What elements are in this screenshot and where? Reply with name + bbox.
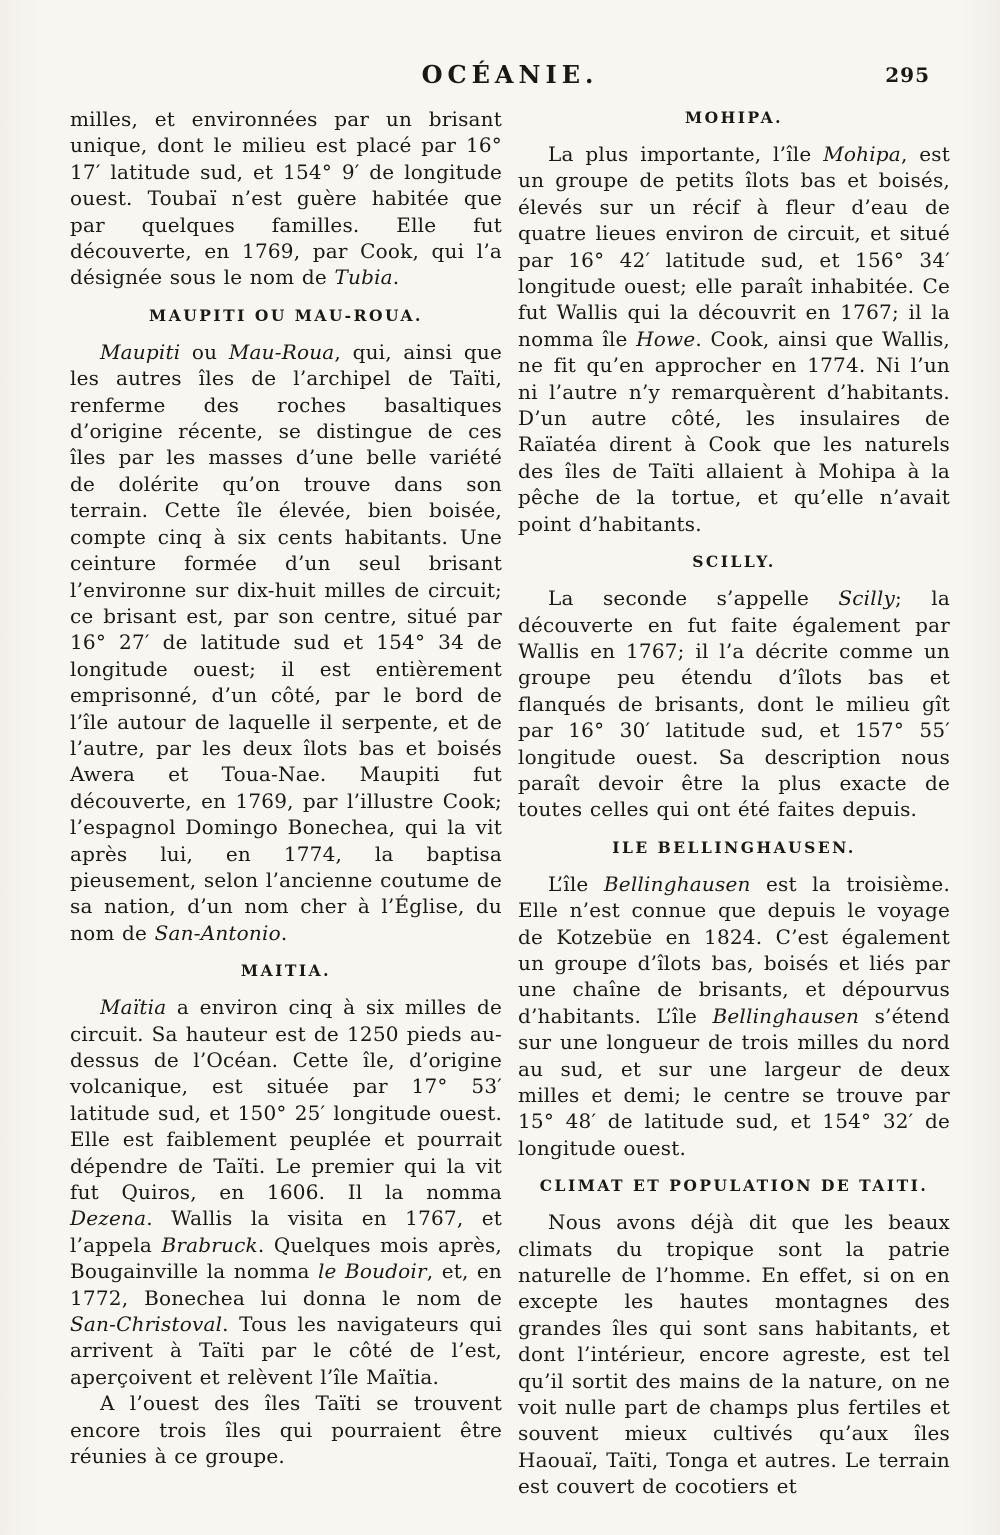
body-text: La plus importante, l’île [548,142,824,166]
italic-text: le Boudoir [317,1259,427,1284]
italic-text: San-Christoval [70,1312,223,1337]
body-text: . Quelques mois après, Bougainville la nomma [70,1232,502,1284]
body-text: A l’ouest des îles Taïti se trouvent encore trois îles qui pourraient être réunies à ce groupe. [70,1391,502,1469]
column-right [518,106,950,1535]
body-text: milles, et environnées par un brisant unique, dont le milieu est placé par 16° 17′ latitude sud, et 154° 9′ de longitude ouest. Toubaï n’est guère habitée que par quelques familles. Elle fut découverte, en 1769, par Cook, qui l’a désignée sous le nom de [70,107,502,290]
section-heading: MOHIPA. [684,108,783,127]
italic-text: Maupiti [100,339,181,364]
paragraph [518,871,950,1161]
italic-text: San-Antonio [154,920,281,945]
body-text: . Cook, ainsi que Wallis, ne fit qu’en approcher en 1774. Ni l’un ni l’autre n’y remarquèrent d’habitants. D’un autre côté, les insulaires de Raïatéa dirent à Cook que les naturels des îles de Taïti allaient à Mohipa à la pêche de la tortue, et qu’elle n’avait point d’habitants. [518,326,950,536]
italic-text: Maïtia [100,995,167,1020]
section-heading: ILE BELLINGHAUSEN. [612,837,856,857]
paragraph [70,106,502,291]
body-text: ; la découverte en fut faite également par Wallis en 1767; il l’a décrite comme un groupe peu étendu d’îlots bas et flanqués de brisants, dont le milieu gît par 16° 30′ latitude sud, et 157° 55′ longitude ouest. Sa description nous paraît devoir être la plus exacte de toutes celles qui ont été faites depuis. [518,586,950,822]
running-header [70,60,950,104]
page-number: 295 [885,63,930,87]
body-text: Nous avons déjà dit que les beaux climats du tropique sont la patrie naturelle de l’homme. En effet, si on en excepte les hautes montagnes des grandes îles qui sont sans habitants, et dont l’intérieur, encore agreste, est tel qu’il sortit des mains de la nature, on ne voit nulle part de champs plus fertiles et souvent mieux cultivés qu’aux îles Haouaï, Taïti, Tonga et autres. Le terrain est couvert de cocotiers et [518,1210,950,1499]
paragraph [518,141,950,537]
column-left [70,106,502,1535]
paragraph [70,339,502,946]
body-text: . Tous les navigateurs qui arrivent à Taïti par le côté de l’est, aperçoivent et relèvent l’île Maïtia. [70,1312,502,1389]
body-text: , qui, ainsi que les autres îles de l’archipel de Taïti, renferme des roches basaltiques d’origine récente, se distingue de ces îles par les masses d’une belle variété de dolérite qu’on trouve dans son terrain. Cette île élevée, bien boisée, compte cinq à six cents habitants. Une ceinture formée d’un seul brisant l’environne sur dix-huit milles de circuit; ce brisant est, par son centre, situé par 16° 27′ de latitude sud et 154° 34 de longitude ouest; il est entièrement emprisonné, d’un côté, par le bord de l’île autour de laquelle il serpente, et de l’autre, par les deux îlots bas et boisés Awera et Toua-Nae. Maupiti fut découverte, en 1769, par l’illustre Cook; l’espagnol Domingo Bonechea, qui la vit après lui, en 1774, la baptisa pieusement, selon l’ancienne coutume de sa nation, d’un nom cher à l’Église, du nom de [70,339,502,945]
page-title: OCÉANIE. [421,60,599,89]
paragraph [70,994,502,1390]
body-text: , et, en 1772, Bonechea lui donna le nom de [70,1259,502,1310]
section-heading: MAITIA. [240,961,332,981]
body-text: L’île [548,871,604,896]
paragraph [518,1209,950,1499]
body-text: a environ cinq à six milles de circuit. Sa hauteur est de 1250 pieds au-dessus de l’Océan. Cette île, d’origine volcanique, est située par 17° 53′ latitude sud, et 150° 25′ longitude ouest. Elle est faiblement peuplée et pourrait dépendre de Taïti. Le premier qui la vit fut Quiros, en 1606. Il la nomma [70,995,502,1205]
body-text: . [280,920,288,945]
body-text: s’étend sur une longueur de trois milles du nord au sud, et sur une largeur de deux milles et demi; le centre se trouve par 15° 48′ de latitude sud, et 154° 32′ de longitude ouest. [518,1003,950,1160]
body-text: . [392,265,400,290]
italic-text: Dezena [70,1206,147,1231]
italic-text: Bellinghausen [603,871,751,896]
italic-text: Brabruck [161,1232,258,1257]
italic-text: Scilly [838,586,895,611]
paragraph [70,1390,502,1469]
italic-text: Howe [636,326,696,351]
italic-text: Tubia [334,265,393,290]
section-heading: SCILLY. [692,552,776,572]
body-text: ou [180,339,229,364]
paragraph [518,585,950,823]
section-heading: CLIMAT ET POPULATION DE TAITI. [539,1176,929,1196]
body-text: La seconde s’appelle [548,586,839,611]
italic-text: Mohipa [823,142,901,166]
section-heading: MAUPITI OU MAU-ROUA. [149,305,423,325]
body-text: , est un groupe de petits îlots bas et boisés, élevés sur un récif à fleur d’eau de quatre lieues environ de circuit, et situé par 16° 42′ latitude sud, et 156° 34′ longitude ouest; elle paraît inhabitée. Ce fut Wallis qui la découvrit en 1767; il la nomma île [518,142,950,351]
italic-text: Bellinghausen [712,1003,860,1028]
page-content [70,106,950,1535]
italic-text: Mau-Roua [228,339,335,364]
body-text: est la troisième. Elle n’est connue que depuis le voyage de Kotzebüe en 1824. C’est également un groupe d’îlots bas, boisés et liés par une chaîne de brisants, et dépourvus d’habitants. L’île [518,871,951,1028]
body-text: . Wallis la visita en 1767, et l’appela [70,1206,502,1257]
